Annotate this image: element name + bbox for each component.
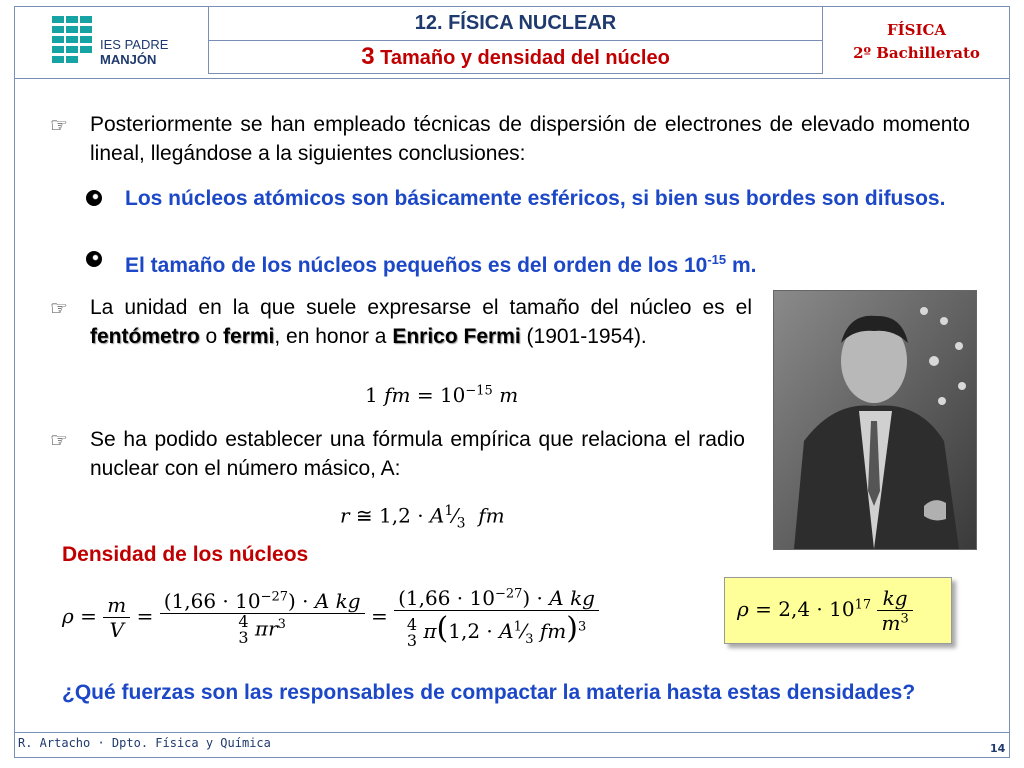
density-result-box [724, 577, 952, 644]
header-divider [14, 78, 1010, 79]
page-number: 14 [990, 742, 1006, 755]
footer-divider [14, 732, 1010, 733]
subject-label: FÍSICA [886, 21, 947, 39]
density-formula: ρ = $\frac{m}{V}$ = $(1,66 \cdot 10^{-27}) \cdot A$ kg 4 3 $\pi r^3$ = $(1,66 \cdot 10^{-27}) \cdot A$ kg 4 3 $\pi(1,2 \cdot A^1⁄_3$ fm)$^3$ [62, 586, 599, 649]
bullet-icon [86, 251, 102, 267]
svg-text:IES PADRE: IES PADRE [100, 37, 169, 52]
school-logo [38, 12, 198, 74]
pointing-hand-icon: ☞ [50, 115, 68, 137]
fm-definition: 1 fm = $10^{-15}$ m [365, 383, 519, 407]
paragraph-dispersion: Posteriormente se han empleado técnicas de dispersión de electrones de elevado momento lineal, llegándose a la siguientes conclusiones: [90, 113, 970, 165]
course-label: 2º Bachillerato [853, 44, 980, 62]
bullet-spherical: Los núcleos atómicos son básicamente esféricos, si bien sus bordes son difusos. [125, 187, 946, 210]
title-box [208, 6, 823, 74]
density-heading: Densidad de los núcleos [62, 543, 309, 566]
radius-formula: r ≅ $1,2 \cdot A^1⁄_3$ fm [340, 503, 505, 532]
subject-box [823, 6, 1010, 74]
paragraph-fermi: La unidad en la que suele expresarse el tamaño del núcleo es el fentómetro o fermi, en honor a Enrico Fermi (1901-1954). [90, 296, 752, 348]
section-title: 3 Tamaño y densidad del núcleo [361, 43, 670, 70]
paragraph-radius: Se ha podido establecer una fórmula empírica que relaciona el radio nuclear con el número másico, A: [90, 428, 745, 480]
svg-text:MANJÓN: MANJÓN [100, 52, 157, 67]
enrico-fermi-photo [773, 290, 977, 550]
pointing-hand-icon: ☞ [50, 298, 68, 320]
pointing-hand-icon: ☞ [50, 430, 68, 452]
chapter-title: 12. FÍSICA NUCLEAR [209, 7, 822, 41]
footer-author: R. Artacho · Dpto. Física y Química [18, 736, 271, 750]
bullet-size: El tamaño de los núcleos pequeños es del orden de los $10^{-15}$ m. [125, 252, 757, 277]
question-forces: ¿Qué fuerzas son las responsables de compactar la materia hasta estas densidades? [62, 681, 916, 704]
density-result: $\rho = 2,4 \cdot 10^{17}$ $\frac{kg}{m^3}$ [737, 586, 913, 635]
bullet-icon [86, 190, 102, 206]
